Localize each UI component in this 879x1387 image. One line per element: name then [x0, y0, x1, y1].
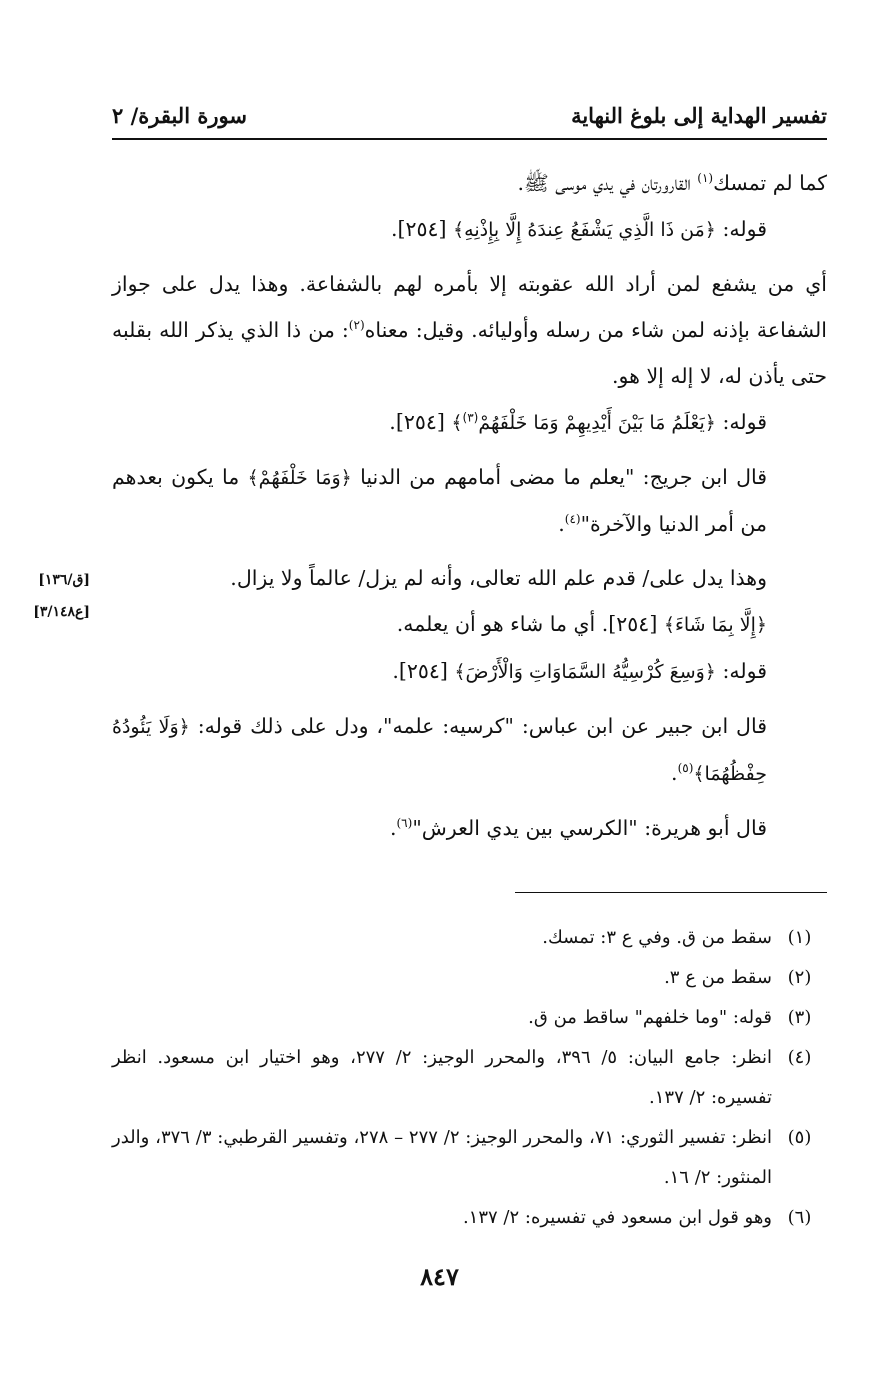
footnote-text: وهو قول ابن مسعود في تفسيره: ٢/ ١٣٧.	[462, 1207, 772, 1228]
main-text	[112, 160, 827, 851]
quran-verse: ﴿مَن ذَا الَّذِي يَشْفَعُ عِندَهُ إِلَّا بِإِذْنِهِ﴾	[453, 219, 716, 241]
margin-note-manuscript-a: [ع٣/١٤٨]	[33, 604, 90, 620]
footnote-ref: (٣)	[462, 410, 479, 425]
footnote	[112, 998, 827, 1038]
footnote	[112, 958, 827, 998]
verse-line: قوله: ﴿وَسِعَ كُرْسِيُّهُ السَّمَاوَاتِ وَالْأَرْضَ﴾ [٢٥٤].	[392, 659, 767, 683]
surah-title: سورة البقرة/ ٢	[112, 102, 247, 128]
footnote-text: انظر: تفسير الثوري: ٧١، والمحرر الوجيز: ٢/ ٢٧٧ – ٢٧٨، وتفسير القرطبي: ٣/ ٣٧٦، والدر المنثور: ٢/ ١٦.	[112, 1127, 772, 1188]
footnote-ref: (٥)	[677, 761, 694, 776]
footnote	[112, 1118, 827, 1198]
footnote	[112, 918, 827, 958]
footnote-ref: (٢)	[348, 318, 365, 333]
header-rule	[112, 138, 827, 140]
running-header	[112, 98, 827, 132]
paragraph: وهذا يدل على/ قدم علم الله تعالى، وأنه لم يزل/ عالماً ولا يزال.	[230, 566, 767, 590]
verse-line: قوله: ﴿يَعْلَمُ مَا بَيْنَ أَيْدِيهِمْ وَمَا خَلْفَهُمْ$^{(٣)}$﴾ [٢٥٤].	[389, 410, 767, 434]
page-number: ٨٤٧	[420, 1262, 459, 1291]
footnote-ref: (٤)	[564, 512, 581, 527]
verse-line: قوله: ﴿مَن ذَا الَّذِي يَشْفَعُ عِندَهُ إِلَّا بِإِذْنِهِ﴾ [٢٥٤].	[390, 217, 767, 241]
footnote-number: (٤)	[787, 1047, 812, 1068]
footnote-ref: (١)	[697, 171, 714, 186]
footnote-number: (٦)	[787, 1207, 812, 1228]
paragraph: قال ابن جريج: "يعلم ما مضى أمامهم من الدنيا ﴿وَمَا خَلْفَهُمْ﴾ ما يكون بعدهم من أمر الدنيا والآخرة"$^{(٤)}$.	[112, 465, 768, 536]
footnotes	[112, 918, 827, 1238]
footnote-number: (٣)	[787, 1007, 812, 1028]
quran-verse: ﴿يَعْلَمُ مَا بَيْنَ أَيْدِيهِمْ وَمَا خَلْفَهُمْ$^{(٣)}$﴾	[451, 410, 716, 434]
footnote-ref: (٦)	[396, 816, 413, 831]
footnote-text: قوله: "وما خلفهم" ساقط من ق.	[528, 1007, 772, 1028]
quran-verse: ﴿وَمَا خَلْفَهُمْ﴾	[247, 467, 352, 489]
book-title: تفسير الهداية إلى بلوغ النهاية	[571, 102, 827, 128]
paragraph: أي من يشفع لمن أراد الله عقوبته إلا بأمره لهم بالشفاعة. وهذا يدل على جواز الشفاعة بإذنه لمن شاء من رسله وأوليائه. وقيل: معناه$^{(٢)}$: من ذا الذي يذكر الله بقلبه حتى يأذن له، لا إله إلا هو.	[112, 272, 827, 388]
footnote-number: (٥)	[787, 1127, 812, 1148]
footnote	[112, 1198, 827, 1238]
verse-line: ﴿إِلَّا بِمَا شَاءَ﴾ [٢٥٤]. أي ما شاء هو أن يعلمه.	[396, 612, 767, 636]
paragraph: قال أبو هريرة: "الكرسي بين يدي العرش"$^{(٦)}$.	[389, 816, 767, 840]
quran-verse: ﴿وَسِعَ كُرْسِيُّهُ السَّمَاوَاتِ وَالْأَرْضَ﴾	[454, 661, 716, 683]
footnote-number: (٢)	[787, 967, 812, 988]
paragraph: قال ابن جبير عن ابن عباس: "كرسيه: علمه"، ودل على ذلك قوله: ﴿وَلَا يَئُودُهُ حِفْظُهُمَا﴾$^{(٥)}$.	[112, 714, 767, 785]
footnote-text: انظر: جامع البيان: ٥/ ٣٩٦، والمحرر الوجيز: ٢/ ٢٧٧، وهو اختيار ابن مسعود. انظر تفسيره: ٢/ ١٣٧.	[112, 1047, 772, 1108]
margin-note-manuscript-q: [ق/١٣٦]	[38, 572, 90, 588]
quran-verse: ﴿وَلَا يَئُودُهُ حِفْظُهُمَا﴾	[112, 716, 767, 785]
footnote-number: (١)	[787, 927, 812, 948]
footnote-text: سقط من ع ٣.	[664, 967, 772, 988]
footnote-text: سقط من ق. وفي ع ٣: تمسك.	[542, 927, 772, 948]
footnote-rule	[515, 892, 827, 893]
quran-verse: ﴿إِلَّا بِمَا شَاءَ﴾	[663, 614, 767, 636]
paragraph: كما لم تمسك$^{(١)}$ القارورتان في يدي موسى ﷺ.	[517, 171, 827, 195]
footnote	[112, 1038, 827, 1118]
